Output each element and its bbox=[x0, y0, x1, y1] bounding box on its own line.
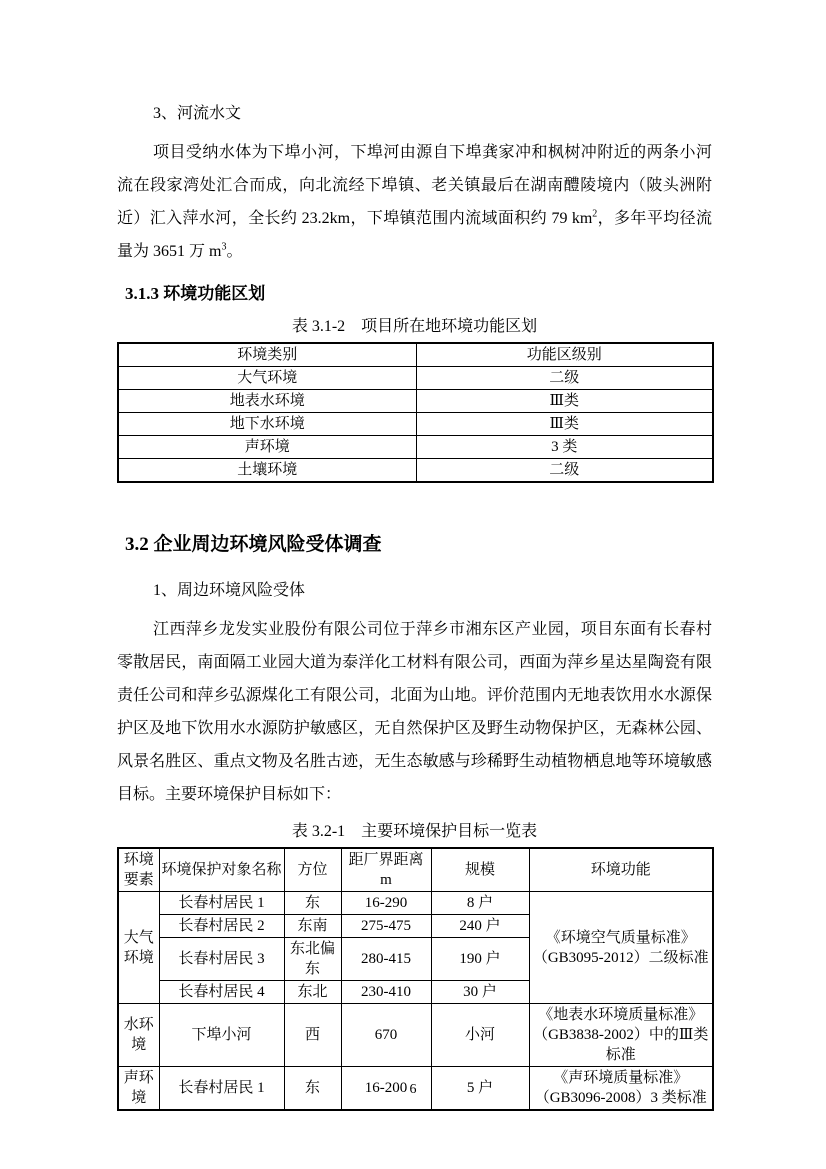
cell-direction: 东北偏东 bbox=[284, 938, 341, 981]
cell-category: 地下水环境 bbox=[118, 413, 416, 436]
heading-river-hydrology: 3、河流水文 bbox=[153, 105, 242, 122]
table-header-row bbox=[118, 343, 713, 367]
page-number: 6 bbox=[409, 1082, 417, 1097]
cell-target-name: 长春村居民 3 bbox=[159, 938, 284, 981]
column-header-target-name: 环境保护对象名称 bbox=[159, 848, 284, 892]
cell-level: 二级 bbox=[416, 459, 713, 483]
river-text-segment: 项目受纳水体为下埠小河，下埠河由源自下埠龚家冲和枫树冲附近的两条小河流在段家湾处汇合而成，向北流经下埠镇、老关镇最后在湖南醴陵境内（陂头洲附近）汇入萍水河，全长约 23.2km，下埠镇范围内流域面积约 79 km bbox=[117, 144, 712, 227]
cell-level: 3 类 bbox=[416, 436, 713, 459]
column-header-direction: 方位 bbox=[284, 848, 341, 892]
table-caption-protection-targets: 表 3.2-1 主要环境保护目标一览表 bbox=[291, 823, 538, 840]
cell-distance: 230-410 bbox=[341, 981, 431, 1004]
cell-target-name: 长春村居民 2 bbox=[159, 915, 284, 938]
cell-element-water: 水环境 bbox=[118, 1004, 159, 1067]
cell-target-name: 长春村居民 1 bbox=[159, 1067, 284, 1111]
river-text-segment: ，多年平均径流量为 3651 万 m bbox=[117, 210, 712, 260]
table-row bbox=[118, 390, 713, 413]
cell-element-noise: 声环境 bbox=[118, 1067, 159, 1111]
column-header-distance: 距厂界距离 m bbox=[341, 848, 431, 892]
column-header-element: 环境要素 bbox=[118, 848, 159, 892]
column-header-level: 功能区级别 bbox=[416, 343, 713, 367]
cell-element-air: 大气环境 bbox=[118, 892, 159, 1004]
table-row-air-1 bbox=[118, 892, 713, 915]
cell-distance: 16-290 bbox=[341, 892, 431, 915]
column-header-category: 环境类别 bbox=[118, 343, 416, 367]
cell-scale: 30 户 bbox=[431, 981, 529, 1004]
cell-direction: 西 bbox=[284, 1004, 341, 1067]
table-row bbox=[118, 413, 713, 436]
table-row bbox=[118, 367, 713, 390]
cell-scale: 5 户 bbox=[431, 1067, 529, 1111]
cell-target-name: 长春村居民 1 bbox=[159, 892, 284, 915]
table-environment-zoning bbox=[117, 342, 714, 483]
table-header-row bbox=[118, 848, 713, 892]
superscript-m3: 3 bbox=[221, 241, 227, 253]
cell-level: Ⅲ类 bbox=[416, 413, 713, 436]
cell-target-name: 下埠小河 bbox=[159, 1004, 284, 1067]
cell-standard-water: 《地表水环境质量标准》（GB3838-2002）中的Ⅲ类标准 bbox=[529, 1004, 713, 1067]
column-header-scale: 规模 bbox=[431, 848, 529, 892]
cell-scale: 240 户 bbox=[431, 915, 529, 938]
cell-direction: 东 bbox=[284, 892, 341, 915]
cell-target-name: 长春村居民 4 bbox=[159, 981, 284, 1004]
cell-distance: 670 bbox=[341, 1004, 431, 1067]
paragraph-company-surroundings: 江西萍乡龙发实业股份有限公司位于萍乡市湘东区产业园，项目东面有长春村零散居民，南面隔工业园大道为泰洋化工材料有限公司，西面为萍乡星达星陶瓷有限责任公司和萍乡弘源煤化工有限公司，北面为山地。评价范围内无地表饮用水水源保护区及地下饮用水水源防护敏感区，无自然保护区及野生动物保护区，无森林公园、风景名胜区、重点文物及名胜古迹，无生态敏感与珍稀野生动植物栖息地等环境敏感目标。主要环境保护目标如下： bbox=[117, 621, 712, 803]
cell-scale: 小河 bbox=[431, 1004, 529, 1067]
cell-category: 声环境 bbox=[118, 436, 416, 459]
cell-distance: 275-475 bbox=[341, 915, 431, 938]
cell-category: 大气环境 bbox=[118, 367, 416, 390]
heading-environment-zoning: 3.1.3 环境功能区划 bbox=[125, 284, 266, 303]
superscript-km2: 2 bbox=[592, 208, 598, 220]
cell-standard-noise: 《声环境质量标准》（GB3096-2008）3 类标准 bbox=[529, 1067, 713, 1111]
cell-standard-air: 《环境空气质量标准》（GB3095-2012）二级标准 bbox=[529, 892, 713, 1004]
cell-direction: 东 bbox=[284, 1067, 341, 1111]
river-text-segment: 。 bbox=[226, 243, 243, 260]
cell-scale: 8 户 bbox=[431, 892, 529, 915]
table-protection-targets bbox=[117, 847, 714, 1111]
table-row bbox=[118, 436, 713, 459]
column-header-env-function: 环境功能 bbox=[529, 848, 713, 892]
table-row-water bbox=[118, 1004, 713, 1067]
cell-level: 二级 bbox=[416, 367, 713, 390]
cell-category: 土壤环境 bbox=[118, 459, 416, 483]
cell-direction: 东北 bbox=[284, 981, 341, 1004]
cell-category: 地表水环境 bbox=[118, 390, 416, 413]
table-row bbox=[118, 459, 713, 483]
cell-distance: 16-200 bbox=[341, 1067, 431, 1111]
cell-scale: 190 户 bbox=[431, 938, 529, 981]
cell-distance: 280-415 bbox=[341, 938, 431, 981]
subheading-surrounding-risk-receptors: 1、周边环境风险受体 bbox=[153, 582, 306, 599]
heading-risk-receptor-survey: 3.2 企业周边环境风险受体调查 bbox=[125, 534, 382, 555]
cell-direction: 东南 bbox=[284, 915, 341, 938]
table-caption-zoning: 表 3.1-2 项目所在地环境功能区划 bbox=[291, 318, 538, 335]
cell-level: Ⅲ类 bbox=[416, 390, 713, 413]
paragraph-river-description bbox=[117, 136, 712, 268]
